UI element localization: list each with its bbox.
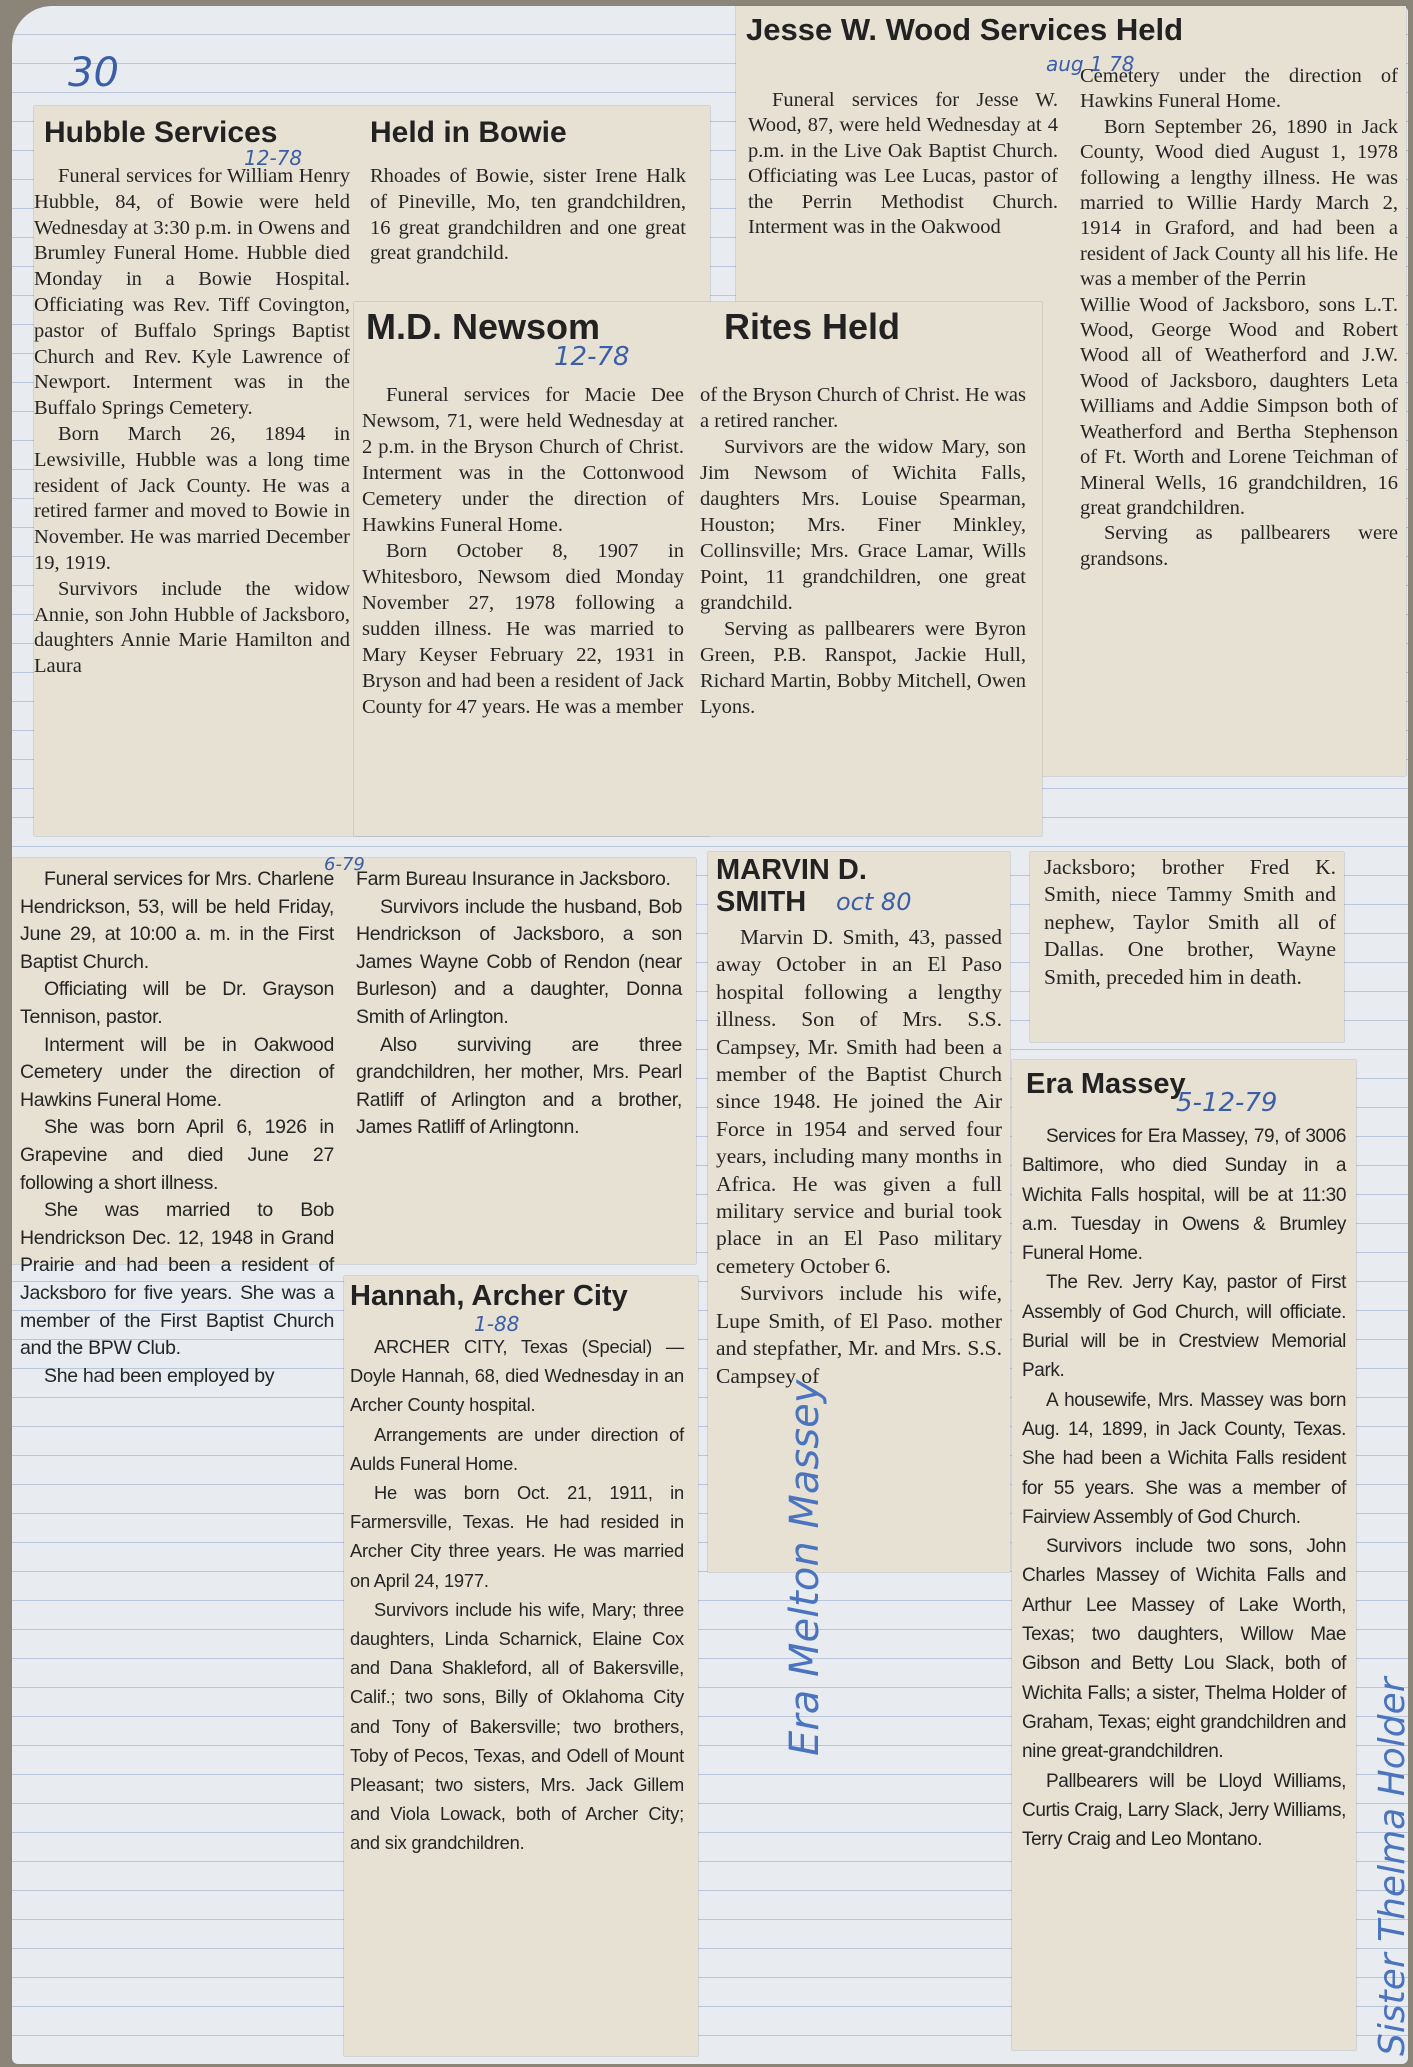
wood-column-1 [748,88,1058,240]
wood-column-2 [1080,64,1398,572]
hubble-headline-left: Hubble Services [44,116,278,149]
newsom-paragraph: of the Bryson Church of Christ. He was a retired rancher. [700,384,1026,432]
smith-column-2 [1044,854,1336,991]
newsom-headline-left: M.D. Newsom [366,306,601,347]
page-number: 30 [68,50,119,96]
wood-paragraph: Funeral services for Jesse W. Wood, 87, were held Wednesday at 4 p.m. in the Live Oak Baptist Church. Officiating was Lee Lucas, pastor of the Perrin Methodist Church. Interment was in the Oakwood [748,89,1058,239]
hendrickson-paragraph: She was born April 6, 1926 in Grapevine and died June 27 following a short illness. [20,1116,334,1194]
newsom-column-1 [362,382,684,720]
smith-date-note: oct 80 [836,888,912,916]
hubble-paragraph: Rhoades of Bowie, sister Irene Halk of Pineville, Mo, ten grandchildren, 16 great grandchildren and one great great grandchild. [370,165,686,265]
hendrickson-column-2 [356,866,682,1142]
massey-paragraph: Services for Era Massey, 79, of 3006 Baltimore, who died Sunday in a Wichita Falls hospital, will be at 11:30 a.m. Tuesday in Owens & Brumley Funeral Home. [1022,1126,1346,1265]
hubble-paragraph: Funeral services for William Henry Hubble, 84, of Bowie were held Wednesday at 3:30 p.m. in Owens and Brumley Funeral Home. Hubble died Monday in a Bowie Hospital. Officiating was Rev. Tiff Covington, pastor of Buffalo Springs Baptist Church and Rev. Kyle Lawrence of Newport. Interment was in the Buffalo Springs Cemetery. [34,165,350,420]
hubble-date-note: 12-78 [244,146,303,170]
hendrickson-paragraph: Survivors include the husband, Bob Hendrickson of Jacksboro, a son James Wayne Cobb of Rendon (near Burleson) and a daughter, Donna Smith of Arlington. [356,895,682,1028]
massey-headline: Era Massey [1026,1068,1186,1100]
hubble-column-2 [370,164,686,267]
hannah-paragraph: Arrangements are under direction of Aulds Funeral Home. [350,1423,684,1474]
hendrickson-paragraph: She had been employed by [44,1364,275,1387]
hubble-headline-right: Held in Bowie [370,116,567,149]
smith-paragraph: Marvin D. Smith, 43, passed away October in an El Paso hospital following a lengthy illness. Son of Mrs. S.S. Campsey, Mr. Smith had been a member of the Baptist Church since 1948. He joined the Air Force in 1954 and served four years, including many months in Africa. He was given a full military service and burial took place in an El Paso military cemetery October 6. [716,925,1002,1278]
massey-paragraph: The Rev. Jerry Kay, pastor of First Assembly of God Church, will officiate. Burial will be in Crestview Memorial Park. [1022,1272,1346,1382]
hendrickson-column-1 [20,866,334,1390]
wood-date-note: aug 1 78 [1046,52,1135,76]
smith-headline-line1: MARVIN D. [716,854,867,886]
wood-paragraph: Willie Wood of Jacksboro, sons L.T. Wood, George Wood and Robert Wood all of Weatherford and J.W. Wood of Jacksboro, daughters Leta Williams and Addie Simpson both of Weatherford and Bertha Stephenson of Ft. Worth and Lorene Teichman of Mineral Wells, 16 grandchildren, 16 great grandchildren. [1080,293,1398,519]
newsom-date-note: 12-78 [554,342,630,372]
clipping-massey [1012,1060,1356,2050]
newsom-column-2 [700,382,1026,720]
newsom-paragraph: Funeral services for Macie Dee Newsom, 71, were held Wednesday at 2 p.m. in the Bryson Church of Christ. Interment was in the Cottonwood Cemetery under the direction of Hawkins Funeral Home. [362,384,684,536]
newsom-paragraph: Born October 8, 1907 in Whitesboro, Newsom died Monday November 27, 1978 following a sudden illness. He was married to Mary Keyser February 22, 1931 in Bryson and had been a resident of Jack County for 47 years. He was a member [362,540,684,718]
clipping-newsom [354,302,1042,836]
massey-paragraph: Survivors include two sons, John Charles Massey of Wichita Falls and Arthur Lee Massey of Lake Worth, Texas; two daughters, Willow Mae Gibson and Betty Lou Slack, both of Wichita Falls; a sister, Thelma Holder of Graham, Texas; eight grandchildren and nine great-grandchildren. [1022,1536,1346,1763]
hendrickson-paragraph: Farm Bureau Insurance in Jacksboro. [356,868,671,890]
hannah-paragraph: ARCHER CITY, Texas (Special) — Doyle Hannah, 68, died Wednesday in an Archer County hospital. [350,1336,684,1416]
wood-paragraph: Cemetery under the direction of Hawkins Funeral Home. [1080,65,1398,113]
hendrickson-paragraph: Funeral services for Mrs. Charlene Hendrickson, 53, will be held Friday, June 29, at 10:00 a. m. in the First Baptist Church. [20,868,334,973]
handwritten-sister-thelma-holder: Sister Thelma Holder [1372,1677,1413,2056]
wood-paragraph: Born September 26, 1890 in Jack County, Wood died August 1, 1978 following a lengthy illness. He was married to Willie Hardy March 2, 1914 in Graford, and had been a resident of Jack County all his life. He was a member of the Perrin [1080,115,1398,291]
massey-paragraph: Pallbearers will be Lloyd Williams, Curtis Craig, Larry Slack, Jerry Williams, Terry Craig and Leo Montano. [1022,1770,1346,1851]
clipping-smith [708,852,1010,1572]
smith-paragraph: Jacksboro; brother Fred K. Smith, niece Tammy Smith and nephew, Taylor Smith all of Dallas. One brother, Wayne Smith, preceded him in death. [1044,855,1336,989]
massey-paragraph: A housewife, Mrs. Massey was born Aug. 14, 1899, in Jack County, Texas. She had been a Wichita Falls resident for 55 years. She was a member of Fairview Assembly of God Church. [1022,1389,1346,1528]
newsom-paragraph: Serving as pallbearers were Byron Green, P.B. Ranspot, Jackie Hull, Richard Martin, Bobby Mitchell, Owen Lyons. [700,618,1026,718]
hannah-headline: Hannah, Archer City [350,1280,628,1312]
hannah-date-note: 1-88 [474,1312,520,1336]
wood-headline: Jesse W. Wood Services Held [746,12,1184,47]
hubble-column-1 [34,164,350,680]
scrapbook-page [12,6,1413,2064]
clipping-hannah [344,1276,698,2056]
hannah-column [350,1332,684,1858]
hendrickson-paragraph: Interment will be in Oakwood Cemetery under the direction of Hawkins Funeral Home. [20,1033,334,1111]
hendrickson-paragraph: She was married to Bob Hendrickson Dec. 12, 1948 in Grand Prairie and had been a resident of Jacksboro for five years. She was a member of the First Baptist Church and the BPW Club. [20,1199,334,1360]
newsom-headline-right: Rites Held [724,306,901,347]
hendrickson-date-note: 6-79 [324,854,365,875]
hubble-paragraph: Born March 26, 1894 in Lewsiville, Hubble was a long time resident of Jack County. He was a retired farmer and moved to Bowie in November. He was married December 19, 1919. [34,422,350,574]
smith-column [716,924,1002,1390]
hannah-paragraph: He was born Oct. 21, 1911, in Farmersville, Texas. He had resided in Archer City three years. He was married on April 24, 1977. [350,1482,684,1591]
wood-paragraph: Serving as pallbearers were grandsons. [1080,522,1398,570]
hendrickson-paragraph: Officiating will be Dr. Grayson Tennison, pastor. [20,978,334,1028]
newsom-paragraph: Survivors are the widow Mary, son Jim Newsom of Wichita Falls, daughters Mrs. Louise Spearman, Houston; Mrs. Finer Minkley, Collinsville; Mrs. Grace Lamar, Wills Point, 11 grandchildren, one great grandchild. [700,436,1026,614]
massey-date-note: 5-12-79 [1176,1088,1278,1118]
clipping-smith-continued [1030,852,1344,1042]
smith-paragraph: Survivors include his wife, Lupe Smith, of El Paso. mother and stepfather, Mr. and Mrs. S.S. Campsey of [716,1281,1002,1388]
handwritten-era-melton-massey: Era Melton Massey [782,1379,828,1756]
hubble-paragraph: Survivors include the widow Annie, son John Hubble of Jacksboro, daughters Annie Marie Hamilton and Laura [34,577,350,678]
smith-headline-line2: SMITH [716,886,807,918]
hannah-paragraph: Survivors include his wife, Mary; three daughters, Linda Scharnick, Elaine Cox and Dana Shakleford, all of Bakersville, Calif.; two sons, Billy of Oklahoma City and Tony of Bakersville; two brothers, Toby of Pecos, Texas, and Odell of Mount Pleasant; two sisters, Mrs. Jack Gillem and Viola Lowack, both of Archer City; and six grandchildren. [350,1598,684,1854]
hendrickson-paragraph: Also surviving are three grandchildren, her mother, Mrs. Pearl Ratliff of Arlington and a brother, James Ratliff of Arlingtonn. [356,1033,682,1139]
massey-column [1022,1122,1346,1854]
